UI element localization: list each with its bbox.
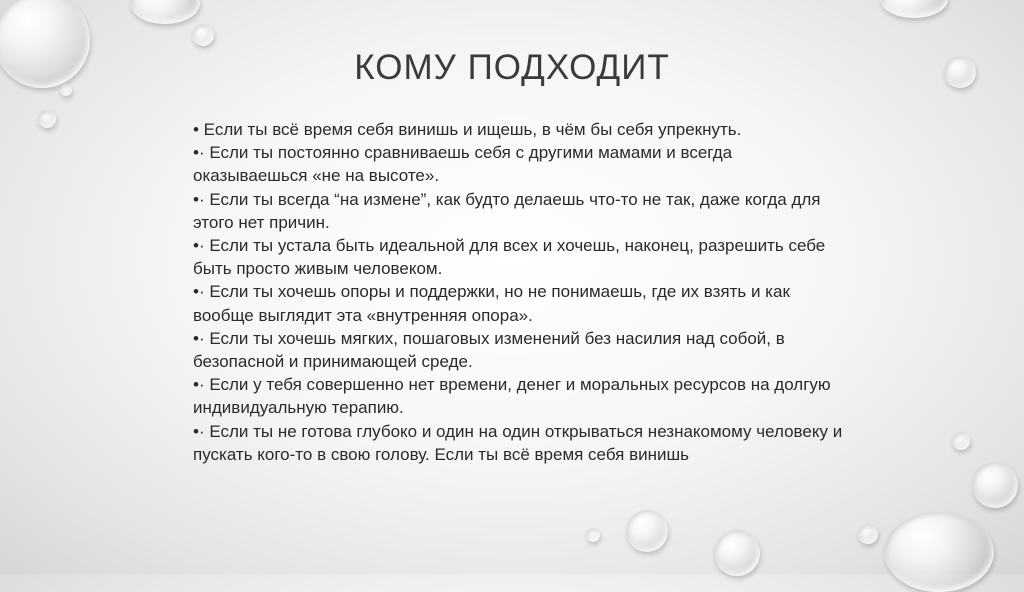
bullet-list <box>193 118 843 466</box>
slide-title: КОМУ ПОДХОДИТ <box>354 48 670 87</box>
water-drop-decoration <box>972 462 1018 508</box>
list-item: •· Если у тебя совершенно нет времени, денег и моральных ресурсов на долгую индивидуальную терапию. <box>193 375 831 418</box>
list-item: •· Если ты хочешь мягких, пошаговых изменений без насилия над собой, в безопасной и принимающей среде. <box>193 328 785 372</box>
water-drop-decoration <box>586 528 600 542</box>
list-item: •· Если ты не готова глубоко и один на один открываться незнакомому человеку и пускать кого-то в свою голову. Если ты всё время себя винишь <box>193 421 843 464</box>
water-drop-decoration <box>884 512 994 592</box>
list-item: •· Если ты устала быть идеальной для всех и хочешь, наконец, разрешить себе быть просто живым человеком. <box>193 236 826 279</box>
list-item: •· Если ты всегда “на измене”, как будто делаешь что-то не так, даже когда для этого нет причин. <box>193 189 821 232</box>
water-drop-decoration <box>858 524 878 544</box>
list-item: • Если ты всё время себя винишь и ищешь, в чём бы себя упрекнуть. <box>193 120 742 139</box>
water-drop-decoration <box>38 110 56 128</box>
list-item: •· Если ты постоянно сравниваешь себя с другими мамами и всегда оказываешься «не на высоте». <box>193 143 733 186</box>
water-drop-decoration <box>714 530 760 576</box>
list-item: •· Если ты хочешь опоры и поддержки, но не понимаешь, где их взять и как вообще выглядит эта «внутренняя опора». <box>193 282 790 325</box>
water-drop-decoration <box>880 0 948 18</box>
water-drop-decoration <box>952 432 970 450</box>
water-drop-decoration <box>130 0 200 24</box>
water-drop-decoration <box>192 24 214 46</box>
water-drop-decoration <box>626 510 668 552</box>
